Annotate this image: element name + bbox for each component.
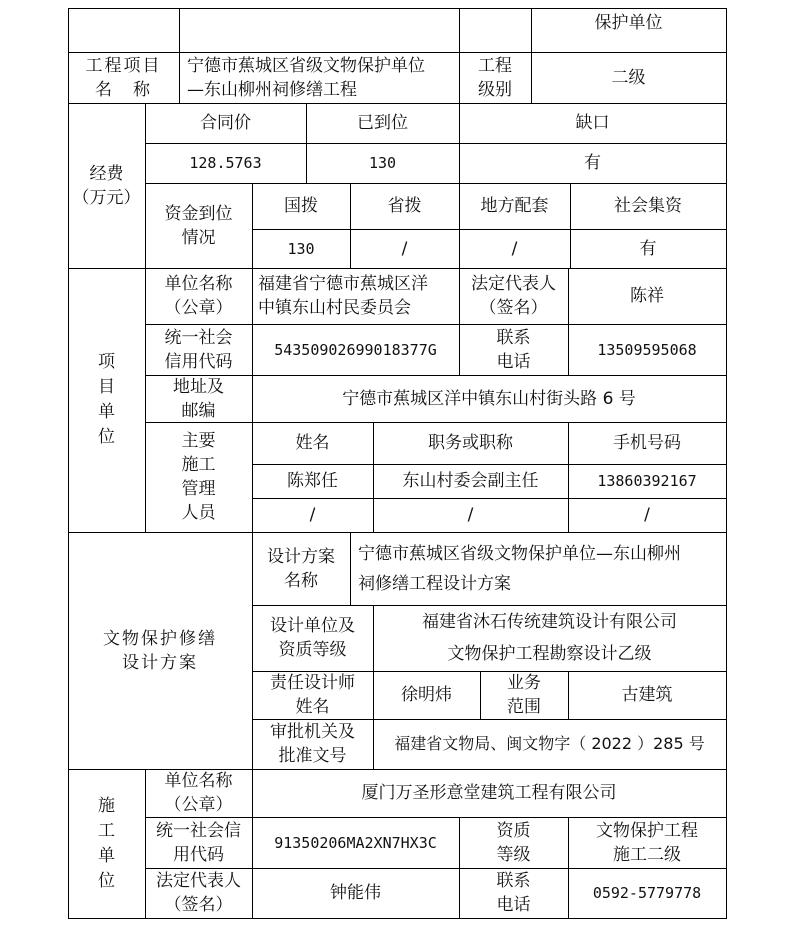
provincial-value: / [401,238,408,259]
plan-name-value: 宁德市蕉城区省级文物保护单位—东山柳州 祠修缮工程设计方案 [358,543,681,594]
qualification-value: 文物保护工程 施工二级 [596,820,698,865]
staff-header-title: 职务或职称 [428,433,513,453]
social-value: 有 [639,238,657,259]
contract-price-label: 合同价 [200,113,251,133]
staff-header-mobile: 手机号码 [613,433,681,453]
staff-row-2-name: / [309,505,316,525]
credit-code-label: 统一社会 信用代码 [164,327,233,372]
social-label: 社会集资 [614,196,682,216]
plan-name-label: 设计方案 名称 [267,546,335,591]
designer-value: 徐明炜 [401,685,452,705]
address-label: 地址及 邮编 [173,376,224,421]
national-label: 国拨 [284,196,318,216]
local-label: 地方配套 [480,196,549,216]
construction-phone-value: 0592-5779778 [592,884,702,902]
project-name-value: 宁德市蕉城区省级文物保护单位 —东山柳州祠修缮工程 [187,55,425,100]
staff-row-2-title: / [467,505,474,525]
design-section-label: 文物保护修缮 设计方案 [103,628,217,673]
address-value: 宁德市蕉城区洋中镇东山村街头路 6 号 [342,388,636,409]
staff-header-name: 姓名 [295,433,330,453]
design-unit-value: 福建省沐石传统建筑设计有限公司 文物保护工程勘察设计乙级 [422,612,677,664]
project-unit-label: 项 目 单 位 [98,352,115,447]
gap-label: 缺口 [575,113,610,133]
grade-value: 二级 [611,67,646,88]
construction-phone-label: 联系 电话 [496,871,531,915]
funding-label: 经费 （万元） [72,163,141,208]
protection-unit-label: 保护单位 [594,13,663,33]
construction-unit-name-label: 单位名称 （公章） [164,771,233,815]
legal-rep-value: 陈祥 [630,286,664,306]
provincial-label: 省拨 [387,196,422,216]
unit-name-value: 福建省宁德市蕉城区洋 中镇东山村民委员会 [258,274,428,318]
approval-label: 审批机关及 批准文号 [270,722,355,766]
construction-legal-rep-value: 钟能伟 [330,883,381,903]
scope-value: 古建筑 [621,685,673,705]
project-name-label: 工程项目 名 称 [85,55,162,100]
grade-label: 工程 级别 [478,55,512,100]
approval-value: 福建省文物局、闽文物字（ 2022 ）285 号 [394,734,705,753]
phone-value: 13509595068 [597,340,697,359]
staff-row-1-name: 陈郑任 [287,471,338,491]
staff-row-1-title: 东山村委会副主任 [402,471,539,491]
phone-label: 联系 电话 [496,327,531,372]
local-value: / [511,238,518,259]
construction-legal-rep-label: 法定代表人 （签名） [156,871,241,915]
construction-unit-name-value: 厦门万圣形意堂建筑工程有限公司 [361,783,617,803]
fund-arrival-label: 资金到位 情况 [164,203,233,248]
design-unit-label: 设计单位及 资质等级 [270,616,355,660]
designer-label: 责任设计师 姓名 [270,673,355,717]
staff-row-2-mobile: / [644,505,650,525]
staff-label: 主要 施工 管理 人员 [181,431,216,523]
received-label: 已到位 [357,113,408,133]
gap-value: 有 [584,153,601,173]
construction-credit-code-label: 统一社会信 用代码 [156,820,241,865]
staff-row-1-mobile: 13860392167 [597,472,697,490]
construction-credit-code-value: 91350206MA2XN7HX3C [274,833,437,852]
national-value: 130 [287,239,315,258]
qualification-label: 资质 等级 [496,820,531,865]
contract-price-value: 128.5763 [189,154,262,172]
construction-unit-label: 施 工 单 位 [98,795,115,891]
scope-label: 业务 范围 [507,673,541,717]
legal-rep-label: 法定代表人 （签名） [471,274,556,318]
received-value: 130 [368,154,397,172]
credit-code-value: 54350902699018377G [274,340,437,359]
unit-name-label: 单位名称 （公章） [164,274,233,318]
